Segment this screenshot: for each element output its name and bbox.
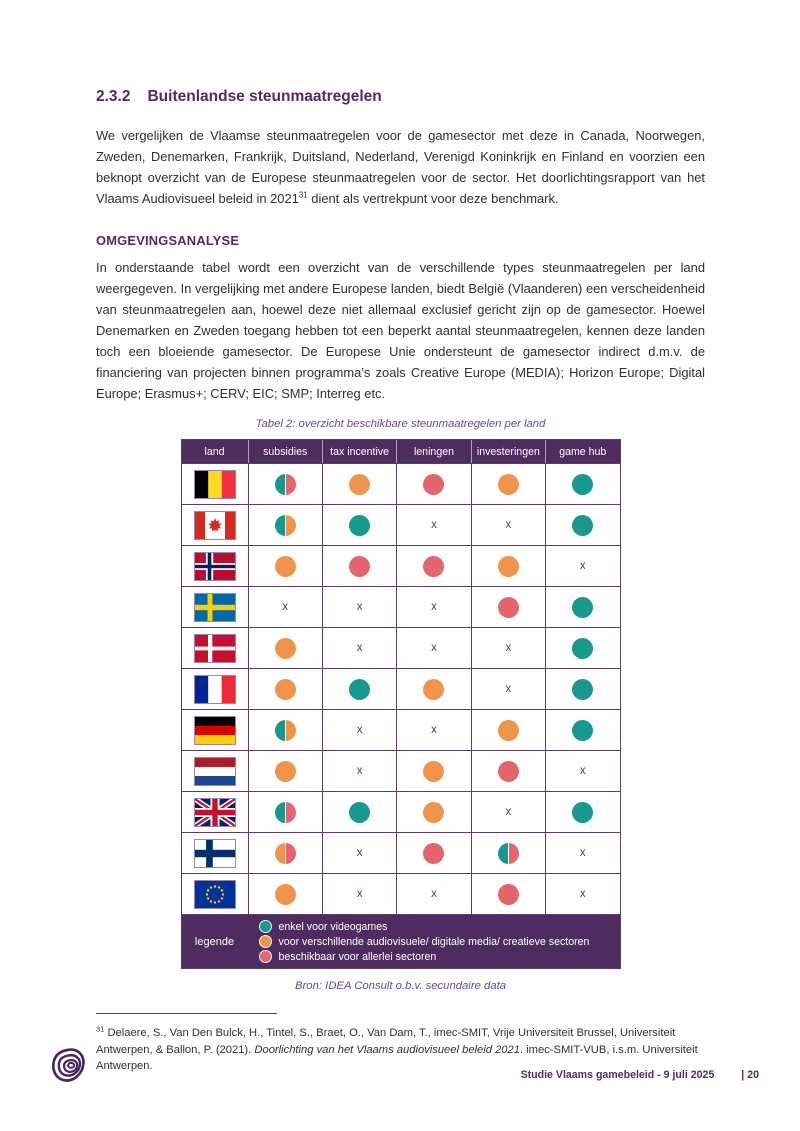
column-header-game-hub: game hub bbox=[545, 440, 619, 463]
x-mark: x bbox=[431, 642, 437, 654]
measure-cell bbox=[322, 464, 396, 504]
legend-text: voor verschillende audiovisuele/ digitale media/ creatieve sectoren bbox=[278, 935, 590, 948]
country-cell bbox=[182, 833, 248, 873]
x-mark: x bbox=[579, 560, 586, 572]
measure-cell bbox=[322, 628, 396, 668]
dot-orange-icon bbox=[275, 638, 296, 659]
table-row bbox=[182, 627, 620, 668]
measure-cell bbox=[471, 874, 545, 914]
table-row bbox=[182, 791, 620, 832]
legend-item bbox=[259, 920, 614, 933]
measure-cell bbox=[248, 628, 322, 668]
measure-cell bbox=[248, 669, 322, 709]
country-cell bbox=[182, 874, 248, 914]
dot-red-icon bbox=[423, 556, 444, 577]
legend-dot-orange-icon bbox=[259, 935, 272, 948]
footnote-divider bbox=[96, 1013, 277, 1014]
dot-orange-icon bbox=[423, 761, 444, 782]
dot-teal-icon bbox=[572, 597, 593, 618]
measure-cell bbox=[322, 792, 396, 832]
dot-red-icon bbox=[423, 474, 444, 495]
x-mark: x bbox=[356, 642, 363, 654]
measure-cell bbox=[322, 833, 396, 873]
column-header-subsidies: subsidies bbox=[248, 440, 322, 463]
dot-orange-icon bbox=[349, 474, 370, 495]
flag-denmark-icon bbox=[194, 634, 236, 663]
measure-cell bbox=[322, 751, 396, 791]
measure-cell bbox=[248, 833, 322, 873]
footer-page-number: | 20 bbox=[741, 1069, 759, 1081]
country-cell bbox=[182, 669, 248, 709]
measure-cell bbox=[545, 464, 619, 504]
measure-cell bbox=[545, 751, 619, 791]
measure-cell bbox=[322, 587, 396, 627]
measure-cell bbox=[248, 751, 322, 791]
x-mark: x bbox=[579, 847, 586, 859]
dot-red-icon bbox=[349, 556, 370, 577]
legend-row bbox=[182, 914, 620, 968]
x-mark: x bbox=[431, 601, 437, 613]
table-row bbox=[182, 545, 620, 586]
measure-cell bbox=[396, 546, 470, 586]
measure-cell bbox=[471, 628, 545, 668]
x-mark: x bbox=[505, 806, 512, 818]
measure-cell bbox=[396, 792, 470, 832]
x-mark: x bbox=[356, 601, 363, 613]
measure-cell bbox=[248, 587, 322, 627]
footer-doc-label: Studie Vlaams gamebeleid - 9 juli 2025 bbox=[520, 1069, 715, 1081]
subsection-heading: OMGEVINGSANALYSE bbox=[96, 233, 240, 248]
dot-teal-red-icon bbox=[498, 843, 519, 864]
dot-red-icon bbox=[498, 761, 519, 782]
measure-cell bbox=[248, 546, 322, 586]
dot-orange-icon bbox=[275, 556, 296, 577]
table-row bbox=[182, 873, 620, 914]
x-mark: x bbox=[579, 888, 586, 900]
dot-teal-icon bbox=[572, 474, 593, 495]
x-mark: x bbox=[282, 601, 289, 613]
x-mark: x bbox=[356, 724, 363, 736]
legend-item bbox=[259, 935, 614, 948]
x-mark: x bbox=[579, 765, 586, 777]
column-header-leningen: leningen bbox=[396, 440, 470, 463]
paragraph-text: dient als vertrekpunt voor deze benchmark. bbox=[307, 191, 559, 206]
measure-cell bbox=[396, 628, 470, 668]
measure-cell bbox=[471, 587, 545, 627]
table-caption: Tabel 2: overzicht beschikbare steunmaatregelen per land bbox=[255, 418, 546, 430]
dot-red-icon bbox=[498, 597, 519, 618]
dot-teal-orange-icon bbox=[275, 515, 296, 536]
source-caption: Bron: IDEA Consult o.b.v. secundaire data bbox=[295, 980, 506, 992]
dot-orange-icon bbox=[423, 679, 444, 700]
legend-item bbox=[259, 950, 614, 963]
legend-items bbox=[248, 915, 620, 968]
measure-cell bbox=[545, 874, 619, 914]
x-mark: x bbox=[356, 765, 363, 777]
dot-teal-icon bbox=[349, 515, 370, 536]
dot-orange-icon bbox=[275, 884, 296, 905]
dot-red-icon bbox=[498, 884, 519, 905]
dot-teal-icon bbox=[349, 802, 370, 823]
x-mark: x bbox=[356, 847, 363, 859]
measure-cell bbox=[322, 546, 396, 586]
section-number: 2.3.2 bbox=[96, 88, 131, 105]
legend-text: enkel voor videogames bbox=[278, 920, 388, 933]
measure-cell bbox=[248, 874, 322, 914]
section-heading bbox=[96, 88, 705, 106]
measure-cell bbox=[471, 464, 545, 504]
measure-cell bbox=[396, 669, 470, 709]
measure-cell bbox=[248, 792, 322, 832]
measure-cell bbox=[471, 546, 545, 586]
country-cell bbox=[182, 464, 248, 504]
dot-teal-icon bbox=[572, 679, 593, 700]
legend-text: beschikbaar voor allerlei sectoren bbox=[278, 950, 437, 963]
measure-cell bbox=[471, 792, 545, 832]
measure-cell bbox=[471, 710, 545, 750]
dot-red-icon bbox=[423, 843, 444, 864]
dot-orange-red-icon bbox=[275, 843, 296, 864]
measure-cell bbox=[248, 464, 322, 504]
footnote-reference[interactable]: 31 bbox=[298, 190, 308, 200]
dot-teal-icon bbox=[572, 638, 593, 659]
measure-cell bbox=[545, 710, 619, 750]
measure-cell bbox=[545, 587, 619, 627]
measure-cell bbox=[396, 751, 470, 791]
measure-cell bbox=[248, 710, 322, 750]
x-mark: x bbox=[431, 519, 437, 531]
measure-cell bbox=[396, 710, 470, 750]
paragraph-text: We vergelijken de Vlaamse steunmaatregelen voor de gamesector met deze in Canada, Noorwegen, Zweden, Denemarken, Frankrijk, Duitsland, Nederland, Verenigd Koninkrijk en Finland en voorzien een beknopt overzicht van de Europese steunmaatregelen voor de sector. Het doorlichtingsrapport van het Vlaams Audiovisueel beleid in 2021 bbox=[96, 128, 705, 206]
table-body bbox=[182, 463, 620, 914]
footnote bbox=[96, 1025, 705, 1075]
column-header-tax-incentive: tax incentive bbox=[322, 440, 396, 463]
measure-cell bbox=[471, 505, 545, 545]
dot-orange-icon bbox=[498, 474, 519, 495]
country-cell bbox=[182, 587, 248, 627]
table-row bbox=[182, 750, 620, 791]
organisation-logo-icon bbox=[50, 1046, 88, 1086]
country-cell bbox=[182, 710, 248, 750]
page-footer bbox=[521, 1069, 759, 1081]
footnote-number: 31 bbox=[96, 1024, 105, 1034]
dot-teal-icon bbox=[572, 802, 593, 823]
measure-cell bbox=[396, 464, 470, 504]
dot-teal-orange-icon bbox=[275, 720, 296, 741]
support-measures-table bbox=[181, 439, 621, 969]
x-mark: x bbox=[356, 888, 363, 900]
flag-belgium-icon bbox=[194, 470, 236, 499]
dot-orange-icon bbox=[275, 679, 296, 700]
measure-cell bbox=[545, 833, 619, 873]
table-row bbox=[182, 832, 620, 873]
analysis-paragraph: In onderstaande tabel wordt een overzicht van de verschillende types steunmaatregelen per land weergegeven. In vergelijking met andere Europese landen, biedt België (Vlaanderen) een verscheidenheid van steunmaatregelen aan, hoewel deze niet allemaal exclusief gericht zijn op de gamesector. Hoewel Denemarken en Zweden toegang hebben tot een beperkt aantal steunmaatregelen, kennen deze landen toch een bloeiende gamesector. De Europese Unie ondersteunt de gamesector indirect d.m.v. de financiering van projecten binnen programma’s zoals Creative Europe (MEDIA); Horizon Europe; Digital Europe; Erasmus+; CERV; EIC; SMP; Interreg etc. bbox=[96, 260, 705, 401]
measure-cell bbox=[248, 505, 322, 545]
country-cell bbox=[182, 751, 248, 791]
dot-orange-icon bbox=[498, 556, 519, 577]
dot-orange-icon bbox=[498, 720, 519, 741]
table-row bbox=[182, 668, 620, 709]
dot-teal-icon bbox=[572, 720, 593, 741]
footnote-text: Delaere, S., Van Den Bulck, H., Tintel, S., Braet, O., Van Dam, T., imec-SMIT, Vrije Universiteit Brussel, Universiteit Antwerpen, & Ballon, P. (2021). bbox=[96, 1027, 676, 1056]
measure-cell bbox=[545, 505, 619, 545]
table-header-row bbox=[182, 440, 620, 463]
measure-cell bbox=[322, 710, 396, 750]
legend-dot-teal-icon bbox=[259, 920, 272, 933]
measure-cell bbox=[322, 505, 396, 545]
x-mark: x bbox=[431, 888, 437, 900]
flag-norway-icon bbox=[194, 552, 236, 581]
measure-cell bbox=[545, 792, 619, 832]
measure-cell bbox=[396, 833, 470, 873]
flag-uk-icon bbox=[194, 798, 236, 827]
flag-canada-icon bbox=[194, 511, 236, 540]
measure-cell bbox=[396, 587, 470, 627]
x-mark: x bbox=[505, 519, 512, 531]
x-mark: x bbox=[431, 724, 437, 736]
section-title: Buitenlandse steunmaatregelen bbox=[147, 88, 382, 105]
measure-cell bbox=[396, 874, 470, 914]
table-row bbox=[182, 463, 620, 504]
x-mark: x bbox=[505, 642, 512, 654]
flag-finland-icon bbox=[194, 839, 236, 868]
country-cell bbox=[182, 505, 248, 545]
footnote-title-italic: Doorlichting van het Vlaams audiovisueel beleid 2021 bbox=[254, 1043, 520, 1056]
table-row bbox=[182, 504, 620, 545]
x-mark: x bbox=[505, 683, 512, 695]
dot-teal-red-icon bbox=[275, 802, 296, 823]
dot-orange-icon bbox=[275, 761, 296, 782]
table-row bbox=[182, 709, 620, 750]
measure-cell bbox=[322, 669, 396, 709]
dot-teal-icon bbox=[349, 679, 370, 700]
footnote-text: . imec-SMIT-VUB, i.s.m. Universiteit Antwerpen. bbox=[96, 1043, 698, 1072]
legend-label: legende bbox=[194, 935, 235, 948]
flag-eu-icon bbox=[194, 880, 236, 909]
page-content bbox=[96, 88, 705, 1075]
flag-france-icon bbox=[194, 675, 236, 704]
intro-paragraph bbox=[96, 125, 705, 209]
measure-cell bbox=[545, 546, 619, 586]
dot-teal-red-icon bbox=[275, 474, 296, 495]
measure-cell bbox=[322, 874, 396, 914]
flag-germany-icon bbox=[194, 716, 236, 745]
legend-dot-red-icon bbox=[259, 950, 272, 963]
flag-sweden-icon bbox=[194, 593, 236, 622]
measure-cell bbox=[396, 505, 470, 545]
table-row bbox=[182, 586, 620, 627]
measure-cell bbox=[471, 833, 545, 873]
country-cell bbox=[182, 546, 248, 586]
measure-cell bbox=[471, 751, 545, 791]
dot-teal-icon bbox=[572, 515, 593, 536]
dot-orange-icon bbox=[423, 802, 444, 823]
measure-cell bbox=[471, 669, 545, 709]
column-header-investeringen: investeringen bbox=[471, 440, 545, 463]
country-cell bbox=[182, 792, 248, 832]
measure-cell bbox=[545, 669, 619, 709]
flag-netherlands-icon bbox=[194, 757, 236, 786]
measure-cell bbox=[545, 628, 619, 668]
country-cell bbox=[182, 628, 248, 668]
column-header-land: land bbox=[204, 445, 225, 458]
